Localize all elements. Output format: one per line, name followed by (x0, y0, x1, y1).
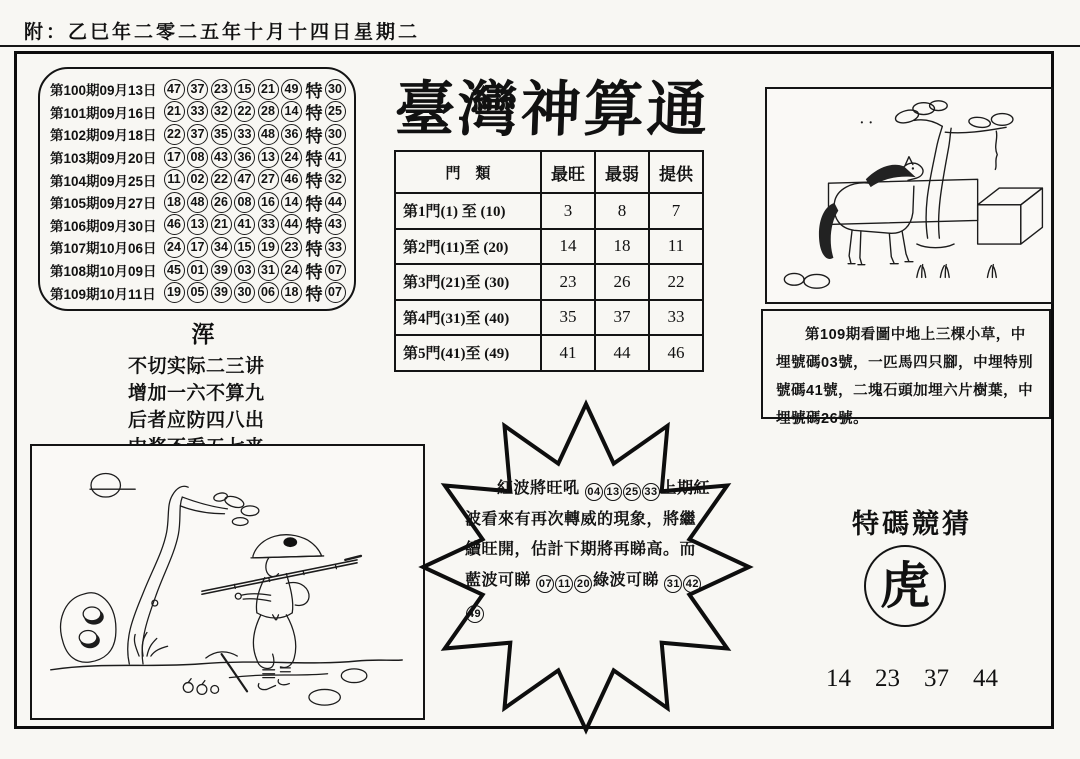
special-label: 特 (305, 104, 323, 124)
number-ball: 31 (258, 260, 279, 281)
number-ball: 06 (258, 282, 279, 303)
number-ball: 30 (234, 282, 255, 303)
number-ball: 01 (187, 260, 208, 281)
number-ball: 13 (187, 214, 208, 235)
col-header-worst: 最弱 (595, 151, 649, 193)
number-ball: 43 (211, 147, 232, 168)
number-ball: 44 (281, 214, 302, 235)
cell-best: 3 (541, 193, 595, 229)
special-label: 特 (305, 81, 323, 101)
number-ball: 05 (187, 282, 208, 303)
result-row-label: 第100期09月13日 (50, 83, 157, 99)
number-ball: 24 (281, 260, 302, 281)
number-ball: 33 (258, 214, 279, 235)
burst-text-segment: 上期紅波看來有再次轉威的現象，將繼續旺開，估計下期將再睇高。而藍波可睇 (465, 480, 710, 589)
cell-category: 第5門(41)至 (49) (395, 335, 541, 371)
number-ball: 28 (258, 101, 279, 122)
result-row-label: 第106期09月30日 (50, 218, 157, 234)
number-ball: 02 (187, 169, 208, 190)
poem-title: 浑 (191, 322, 215, 347)
farmer-illustration (32, 446, 418, 713)
circled-number: 04 (585, 483, 603, 501)
starburst-text (465, 474, 712, 627)
table-header-row (395, 151, 703, 193)
number-ball: 21 (164, 101, 185, 122)
result-row (50, 191, 348, 214)
result-row-label: 第108期10月09日 (50, 264, 157, 280)
special-number-ball: 44 (325, 192, 346, 213)
number-ball: 48 (258, 124, 279, 145)
special-number-ball: 07 (325, 282, 346, 303)
number-ball: 37 (187, 124, 208, 145)
special-number-ball: 07 (325, 260, 346, 281)
result-row (50, 281, 348, 304)
special-label: 特 (305, 239, 323, 259)
number-ball: 17 (164, 147, 185, 168)
number-ball: 16 (258, 192, 279, 213)
cell-category: 第3門(21)至 (30) (395, 264, 541, 300)
header-rule (0, 45, 1080, 47)
number-ball: 47 (164, 79, 185, 100)
circled-number: 33 (642, 483, 660, 501)
result-row (50, 214, 348, 237)
cell-worst: 37 (595, 300, 649, 336)
special-guess-title: 特碼競猜 (852, 509, 972, 539)
circled-number: 20 (574, 575, 592, 593)
picture-note: 第109期看圖中地上三棵小草，中埋號碼03號，一匹馬四只腳，中埋特別號碼41號，二塊石頭加埋六片樹葉，中埋號碼26號。 (761, 309, 1051, 419)
cell-worst: 8 (595, 193, 649, 229)
number-ball: 03 (234, 260, 255, 281)
result-row-label: 第104期09月25日 (50, 173, 157, 189)
cell-worst: 18 (595, 229, 649, 265)
number-ball: 23 (281, 237, 302, 258)
circled-number: 25 (623, 483, 641, 501)
number-ball: 17 (187, 237, 208, 258)
date-header: 附：乙巳年二零二五年十月十四日星期二 (24, 22, 421, 43)
number-ball: 19 (164, 282, 185, 303)
result-row (50, 123, 348, 146)
special-number-ball: 25 (325, 101, 346, 122)
circled-number: 13 (604, 483, 622, 501)
cell-provide: 11 (649, 229, 703, 265)
circled-number: 07 (536, 575, 554, 593)
special-label: 特 (305, 149, 323, 169)
number-ball: 46 (281, 169, 302, 190)
result-row-label: 第102期09月18日 (50, 128, 157, 144)
number-ball: 39 (211, 260, 232, 281)
number-ball: 21 (211, 214, 232, 235)
number-ball: 48 (187, 192, 208, 213)
number-ball: 11 (164, 169, 185, 190)
table-row (395, 229, 703, 265)
result-row-label: 第107期10月06日 (50, 241, 157, 257)
number-ball: 19 (258, 237, 279, 258)
number-ball: 18 (164, 192, 185, 213)
number-ball: 26 (211, 192, 232, 213)
col-header-provide: 提供 (649, 151, 703, 193)
cell-category: 第4門(31)至 (40) (395, 300, 541, 336)
circled-number: 49 (466, 605, 484, 623)
table-row (395, 335, 703, 371)
number-ball: 41 (234, 214, 255, 235)
number-ball: 39 (211, 282, 232, 303)
cell-provide: 33 (649, 300, 703, 336)
gate-stats-table (394, 150, 704, 372)
cell-best: 35 (541, 300, 595, 336)
poem-line: 后者应防四八出 (128, 410, 265, 431)
burst-text-segment: 綠波可睇 (592, 571, 664, 589)
special-label: 特 (305, 126, 323, 146)
cell-provide: 22 (649, 264, 703, 300)
horse-picture-box (765, 87, 1053, 304)
result-row-label: 第103期09月20日 (50, 151, 157, 167)
special-number-ball: 32 (325, 169, 346, 190)
number-ball: 33 (234, 124, 255, 145)
cell-best: 23 (541, 264, 595, 300)
zodiac-circle (864, 545, 946, 627)
number-ball: 23 (211, 79, 232, 100)
farmer-picture-box (30, 444, 425, 720)
guess-number: 44 (973, 665, 998, 692)
number-ball: 18 (281, 282, 302, 303)
special-label: 特 (305, 194, 323, 214)
special-label: 特 (305, 217, 323, 237)
number-ball: 27 (258, 169, 279, 190)
guess-number: 37 (924, 665, 949, 692)
number-ball: 22 (164, 124, 185, 145)
result-row-label: 第109期10月11日 (50, 286, 156, 302)
number-ball: 24 (281, 147, 302, 168)
result-row (50, 146, 348, 169)
number-ball: 35 (211, 124, 232, 145)
number-ball: 34 (211, 237, 232, 258)
number-ball: 45 (164, 260, 185, 281)
circled-number: 11 (555, 575, 573, 593)
table-row (395, 193, 703, 229)
col-header-best: 最旺 (541, 151, 595, 193)
result-row (50, 78, 348, 101)
special-number-ball: 41 (325, 147, 346, 168)
guess-number: 14 (826, 665, 851, 692)
number-ball: 13 (258, 147, 279, 168)
cell-best: 41 (541, 335, 595, 371)
number-ball: 08 (234, 192, 255, 213)
special-guess-numbers (822, 665, 1002, 693)
special-label: 特 (305, 262, 323, 282)
result-row-label: 第105期09月27日 (50, 196, 157, 212)
number-ball: 22 (211, 169, 232, 190)
horse-tree-illustration (767, 89, 1047, 298)
col-header-category: 門 類 (395, 151, 541, 193)
special-label: 特 (305, 172, 323, 192)
zodiac-character: 虎 (880, 558, 930, 614)
cell-category: 第2門(11)至 (20) (395, 229, 541, 265)
cell-category: 第1門(1) 至 (10) (395, 193, 541, 229)
poem-block (128, 316, 278, 461)
result-row (50, 101, 348, 124)
number-ball: 14 (281, 101, 302, 122)
special-number-ball: 33 (325, 237, 346, 258)
starburst-callout (416, 398, 756, 736)
cell-provide: 7 (649, 193, 703, 229)
table-row (395, 264, 703, 300)
number-ball: 47 (234, 169, 255, 190)
page-title: 臺灣神算通 (393, 77, 711, 143)
result-row (50, 236, 348, 259)
cell-best: 14 (541, 229, 595, 265)
number-ball: 49 (281, 79, 302, 100)
number-ball: 33 (187, 101, 208, 122)
number-ball: 36 (281, 124, 302, 145)
number-ball: 15 (234, 237, 255, 258)
cell-worst: 26 (595, 264, 649, 300)
number-ball: 46 (164, 214, 185, 235)
guess-number: 23 (875, 665, 900, 692)
poem-line: 增加一六不算九 (128, 383, 265, 404)
table-row (395, 300, 703, 336)
special-number-ball: 43 (325, 214, 346, 235)
number-ball: 32 (211, 101, 232, 122)
number-ball: 15 (234, 79, 255, 100)
circled-number: 42 (683, 575, 701, 593)
result-row-label: 第101期09月16日 (50, 105, 157, 121)
number-ball: 08 (187, 147, 208, 168)
number-ball: 21 (258, 79, 279, 100)
number-ball: 36 (234, 147, 255, 168)
cell-worst: 44 (595, 335, 649, 371)
number-ball: 14 (281, 192, 302, 213)
special-number-ball: 30 (325, 124, 346, 145)
burst-text-segment: 紅波將旺吼 (497, 480, 585, 497)
cell-provide: 46 (649, 335, 703, 371)
number-ball: 22 (234, 101, 255, 122)
result-row (50, 259, 348, 282)
circled-number: 31 (664, 575, 682, 593)
special-label: 特 (305, 285, 323, 305)
poem-line: 不切实际二三讲 (128, 356, 265, 377)
results-panel (38, 67, 356, 311)
special-number-ball: 30 (325, 79, 346, 100)
number-ball: 37 (187, 79, 208, 100)
number-ball: 24 (164, 237, 185, 258)
result-row (50, 168, 348, 191)
